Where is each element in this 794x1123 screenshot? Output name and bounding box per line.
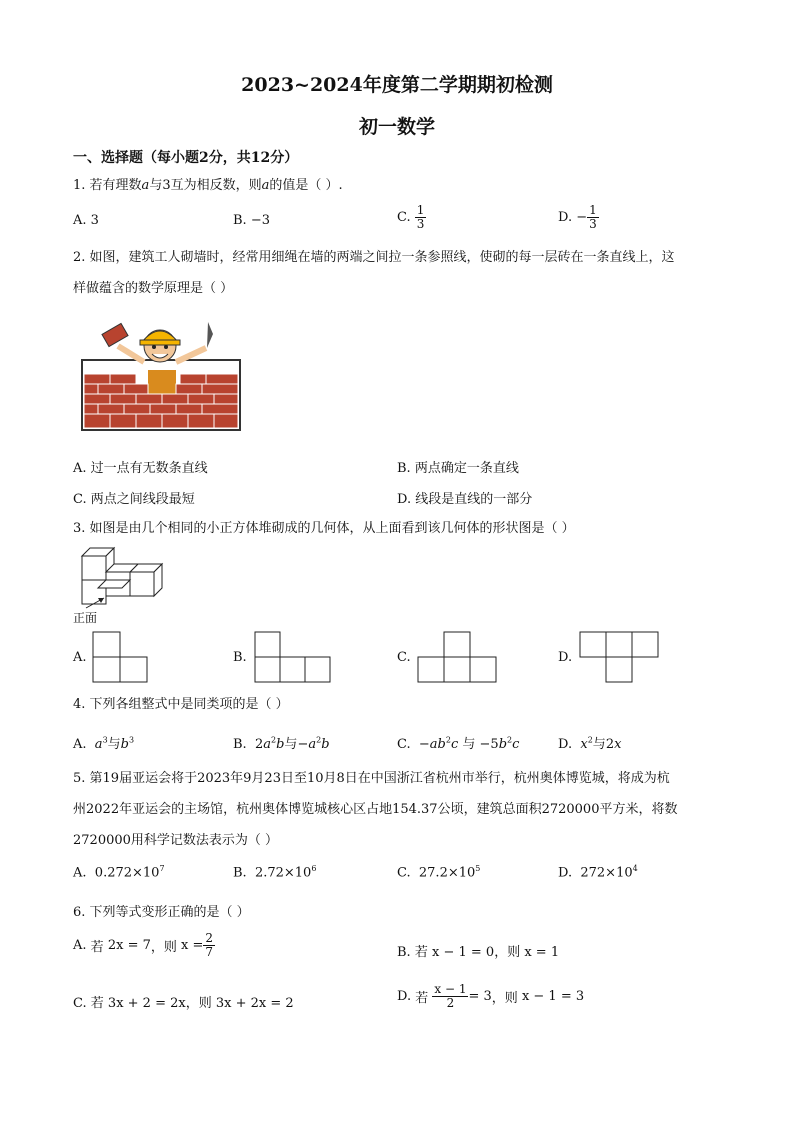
page-title: 2023~2024年度第二学期期初检测: [241, 74, 553, 96]
q6-option-a[interactable]: A. 若 2x = 7，则 x = $\frac{2}{7}$: [73, 931, 214, 959]
cube-solid-figure: [74, 546, 170, 610]
q2-option-d[interactable]: D. 线段是直线的一部分: [397, 492, 533, 507]
q1-option-d[interactable]: D. − $\frac{1}{3}$: [558, 203, 597, 231]
q3-shape-b: [254, 631, 332, 683]
q3-shape-d: [579, 631, 659, 683]
question-4: 4. 下列各组整式中是同类项的是（ ）: [73, 697, 289, 712]
front-label: 正面: [73, 611, 98, 625]
q5-option-d[interactable]: D. $272\times 10^4$: [558, 864, 638, 881]
question-1: 1. 若有理数a与3互为相反数，则a的值是（ ）.: [73, 178, 343, 193]
q4-option-a[interactable]: A. $a^3$与$b^3$: [73, 735, 135, 752]
question-5-line2: 州2022年亚运会的主场馆，杭州奥体博览城核心区占地154.37公顷，建筑总面积2720000平方米，将数: [73, 802, 678, 817]
page-subtitle: 初一数学: [358, 116, 435, 138]
question-5-line1: 5. 第19届亚运会将于2023年9月23日至10月8日在中国浙江省杭州市举行，杭州奥体博览城，将成为杭: [73, 771, 670, 786]
q1-option-a[interactable]: A. 3: [73, 213, 99, 228]
var-a: a: [261, 178, 270, 193]
q5-option-c[interactable]: C. $27.2\times 10^5$: [397, 864, 481, 881]
q1-option-b[interactable]: B. −3: [233, 213, 270, 228]
question-6: 6. 下列等式变形正确的是（ ）: [73, 905, 250, 920]
var-a: a: [141, 178, 150, 193]
q6-option-d[interactable]: D. 若 $\frac{x - 1}{2}$ = 3，则 x − 1 = 3: [397, 982, 585, 1010]
q4-option-c[interactable]: C. $-ab^2c$ 与 $-5b^2c$: [397, 735, 520, 752]
q3-shape-a: [92, 631, 148, 683]
q3-option-d[interactable]: D.: [558, 650, 573, 665]
question-3: 3. 如图是由几个相同的小正方体堆砌成的几何体，从上面看到该几何体的形状图是（ ）: [73, 521, 575, 536]
q2-option-c[interactable]: C. 两点之间线段最短: [73, 492, 195, 507]
question-2-line1: 2. 如图，建筑工人砌墙时，经常用细绳在墙的两端之间拉一条参照线，使砌的每一层砖在一条直线上，这: [73, 250, 675, 265]
bricklayer-illustration: [80, 318, 244, 434]
q6-option-b[interactable]: B. 若 x − 1 = 0，则 x = 1: [397, 945, 560, 960]
q5-option-a[interactable]: A. $0.272\times 10^7$: [73, 864, 165, 881]
question-2-line2: 样做蕴含的数学原理是（ ）: [73, 281, 234, 296]
q3-option-b[interactable]: B.: [233, 650, 247, 665]
section-heading: 一、选择题（每小题2分，共12分）: [73, 150, 299, 166]
q4-option-b[interactable]: B. $2a^2b$与$-a^2b$: [233, 735, 330, 752]
q1-option-c[interactable]: C. $\frac{1}{3}$: [397, 203, 425, 231]
q5-option-b[interactable]: B. $2.72\times 10^6$: [233, 864, 317, 881]
q4-option-d[interactable]: D. $x^2$与2x: [558, 735, 622, 752]
question-5-line3: 2720000用科学记数法表示为（ ）: [73, 833, 279, 848]
q2-option-a[interactable]: A. 过一点有无数条直线: [73, 461, 208, 476]
q3-shape-c: [417, 631, 497, 683]
q3-option-c[interactable]: C.: [397, 650, 411, 665]
q3-option-a[interactable]: A.: [73, 650, 87, 665]
q6-option-c[interactable]: C. 若 3x + 2 = 2x，则 3x + 2x = 2: [73, 996, 294, 1011]
q2-option-b[interactable]: B. 两点确定一条直线: [397, 461, 519, 476]
